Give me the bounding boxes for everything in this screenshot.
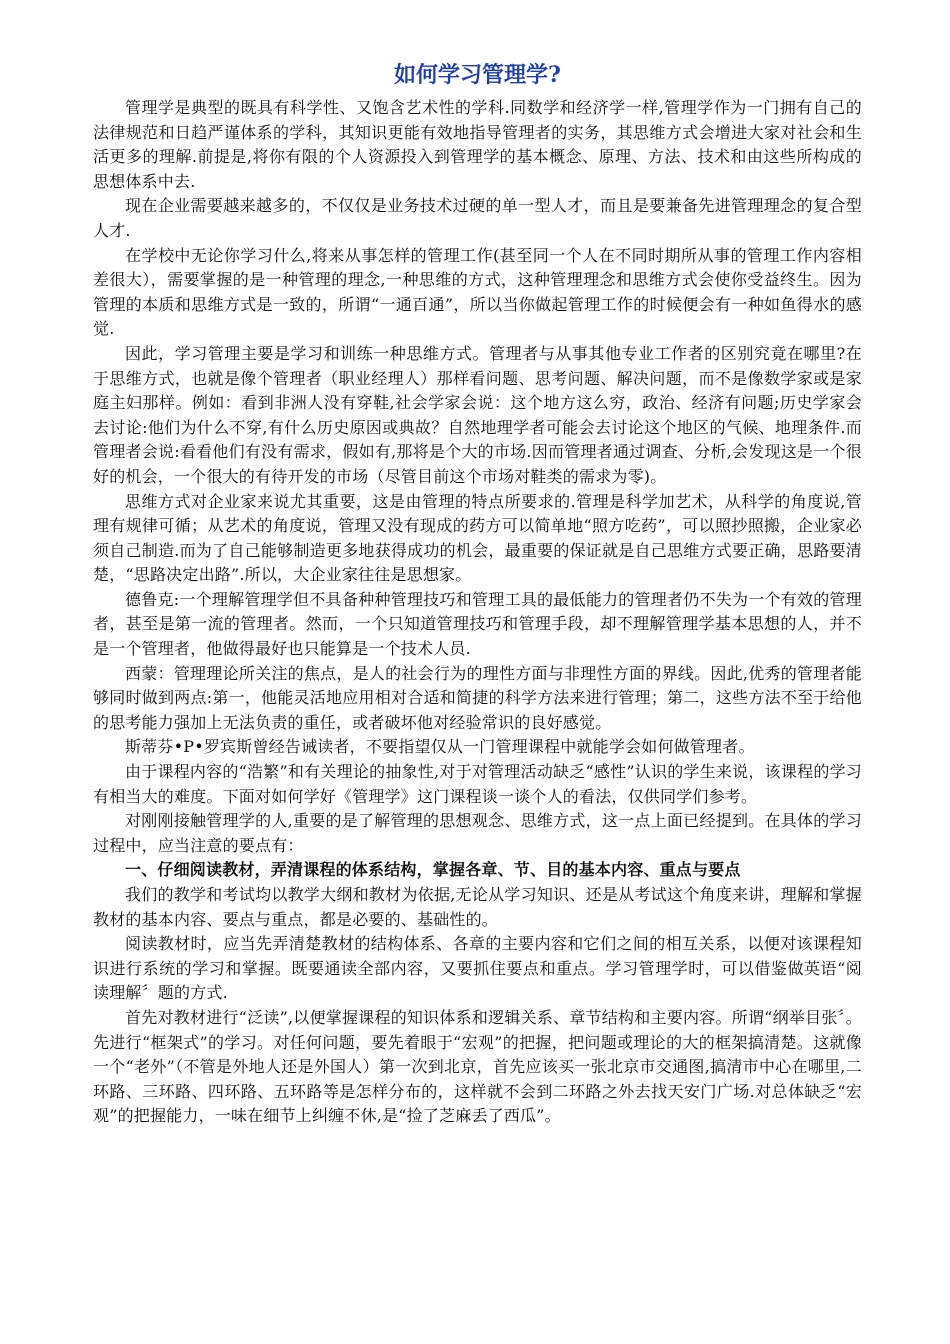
paragraph-simon-quote: 西蒙：管理理论所关注的焦点，是人的社会行为的理性方面与非理性方面的界线。因此,优秀的管理者能够同时做到两点:第一，他能灵活地应用相对合适和简捷的科学方法来进行管理；第二，这些方法不至于给他的思考能力强加上无法负责的重任，或者破坏他对经验常识的良好感觉。 xyxy=(93,663,862,732)
paragraph-intro: 管理学是典型的既具有科学性、又饱含艺术性的学科.同数学和经济学一样,管理学作为一门拥有自己的法律规范和日趋严谨体系的学科，其知识更能有效地指导管理者的实务，其思维方式会增进大家对社会和生活更多的理解.前提是,将你有限的个人资源投入到管理学的基本概念、原理、方法、技术和由这些所构成的思想体系中去. xyxy=(93,98,862,191)
paragraph-key-points-intro: 对刚刚接触管理学的人,重要的是了解管理的思想观念、思维方式，这一点上面已经提到。在具体的学习过程中，应当注意的要点有： xyxy=(93,811,862,855)
paragraph-entrepreneur-thinking: 思维方式对企业家来说尤其重要，这是由管理的特点所要求的.管理是科学加艺术，从科学的角度说,管理有规律可循；从艺术的角度说，管理又没有现成的药方可以简单地“照方吃药”，可以照抄照搬，企业家必须自己制造.而为了自己能够制造更多地获得成功的机会，最重要的保证就是自己思维方式要正确，思路要清楚，“思路决定出路”.所以，大企业家往往是思想家。 xyxy=(93,491,862,585)
paragraph-textbook-basis: 我们的教学和考试均以教学大纲和教材为依据,无论从学习知识、还是从考试这个角度来讲，理解和掌握教材的基本内容、要点与重点，都是必要的、基础性的。 xyxy=(93,885,862,929)
paragraph-robbins-quote: 斯蒂芬•P•罗宾斯曾经告诫读者，不要指望仅从一门管理课程中就能学会如何做管理者。 xyxy=(125,737,755,757)
paragraph-management-concept: 在学校中无论你学习什么,将来从事怎样的管理工作(甚至同一个人在不同时期所从事的管理工作内容相差很大），需要掌握的是一种管理的理念,一种思维的方式，这种管理理念和思维方式会使你受益终生。因为管理的本质和思维方式是一致的，所谓“一通百通”，所以当你做起管理工作的时候便会有一种如鱼得水的感觉. xyxy=(93,245,862,339)
paragraph-course-difficulty: 由于课程内容的“浩繁”和有关理论的抽象性,对于对管理活动缺乏“感性”认识的学生来说，该课程的学习有相当大的难度。下面对如何学好《管理学》这门课程谈一谈个人的看法，仅供同学们参考。 xyxy=(93,762,862,806)
paragraph-thinking-mode: 因此，学习管理主要是学习和训练一种思维方式。管理者与从事其他专业工作者的区别究竟在哪里?在于思维方式，也就是像个管理者（职业经理人）那样看问题、思考问题、解决问题，而不是像数学家或是家庭主妇那样。例如：看到非洲人没有穿鞋,社会学家会说：这个地方这么穷，政治、经济有问题;历史学家会去讨论:他们为什么不穿,有什么历史原因或典故？自然地理学者可能会去讨论这个地区的气候、地理条件.而管理者会说:看看他们有没有需求，假如有,那将是个大的市场.因而管理者通过调查、分析,会发现这是一个很好的机会，一个很大的有待开发的市场（尽管目前这个市场对鞋类的需求为零)。 xyxy=(93,343,862,486)
paragraph-drucker-quote: 德鲁克:一个理解管理学但不具备种种管理技巧和管理工具的最低能力的管理者仍不失为一个有效的管理者，甚至是第一流的管理者。然而，一个只知道管理技巧和管理手段，却不理解管理学基本思想的人，并不是一个管理者，他做得最好也只能算是一个技术人员. xyxy=(93,589,862,659)
paragraph-enterprise-talent: 现在企业需要越来越多的，不仅仅是业务技术过硬的单一型人才，而且是要兼备先进管理理念的复合型人才. xyxy=(93,196,862,240)
paragraph-reading-method: 阅读教材时，应当先弄清楚教材的结构体系、各章的主要内容和它们之间的相互关系，以便对该课程知识进行系统的学习和掌握。既要通读全部内容，又要抓住要点和重点。学习管理学时，可以借鉴做英语“阅读理解〞题的方式. xyxy=(93,934,862,1003)
paragraph-extensive-reading: 首先对教材进行“泛读”,以便掌握课程的知识体系和逻辑关系、章节结构和主要内容。所谓“纲举目张〞。先进行“框架式”的学习。对任何问题，要先着眼于“宏观”的把握，把问题或理论的大的框架搞清楚。这就像一个“老外”（不管是外地人还是外国人）第一次到北京，首先应该买一张北京市交通图,搞清市中心在哪里,二环路、三环路、四环路、五环路等是怎样分布的，这样就不会到二环路之外去找天安门广场.对总体缺乏“宏观”的把握能力，一味在细节上纠缠不休,是“捡了芝麻丢了西瓜”。 xyxy=(93,1007,862,1126)
section-heading-1: 一、仔细阅读教材，弄清课程的体系结构，掌握各章、节、目的基本内容、重点与要点 xyxy=(125,860,741,880)
document-title: 如何学习管理学? xyxy=(394,62,561,88)
